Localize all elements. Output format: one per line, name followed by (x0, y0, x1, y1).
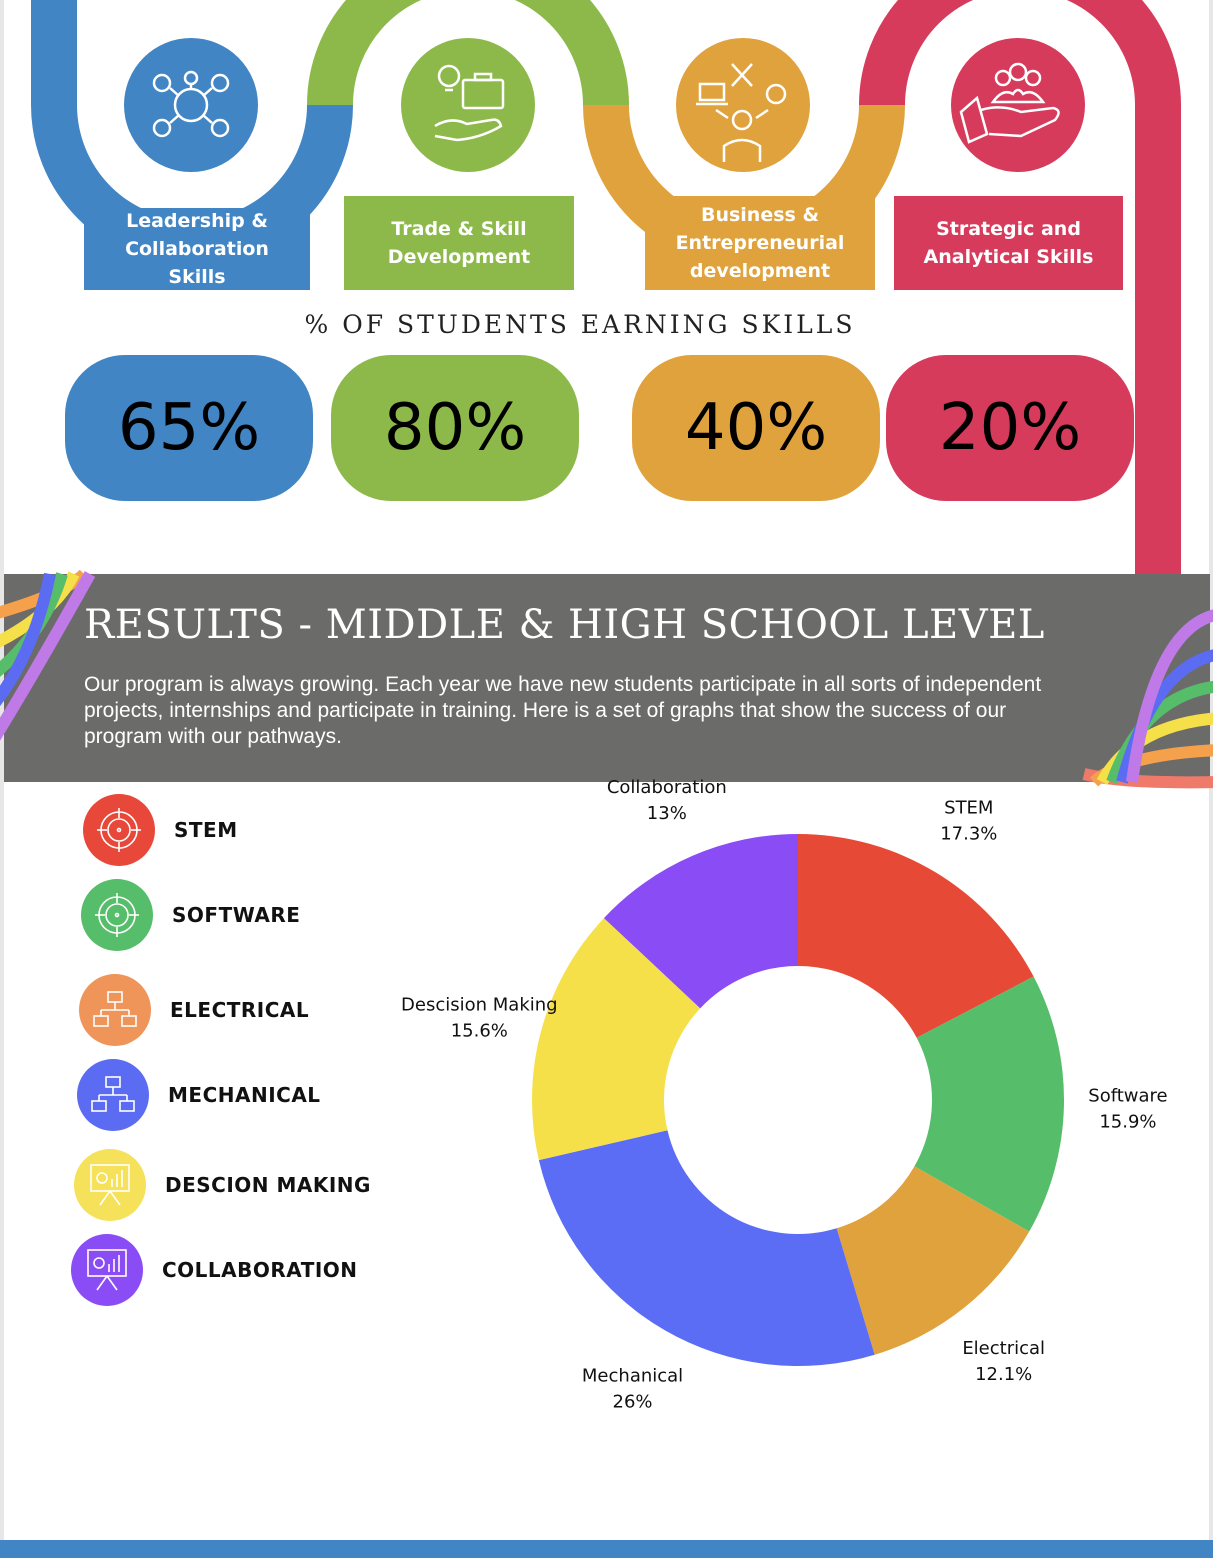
legend-item-stem (83, 793, 238, 867)
skill-label-line: Collaboration Skills (125, 238, 269, 288)
percent-pill-business: 40% (632, 355, 880, 501)
slice-value-label: 26% (612, 1391, 653, 1413)
pathway-donut-chart (401, 777, 1200, 1430)
legend-item-software (81, 878, 300, 952)
skill-label-strategic (894, 196, 1123, 290)
skill-label-line: Trade & Skill (391, 218, 527, 240)
target-icon (83, 794, 155, 866)
legend-label: COLLABORATION (162, 1258, 358, 1282)
slice-category-label: Descision Making (401, 994, 558, 1016)
skill-label-trade (344, 196, 574, 290)
slice-value-label: 12.1% (975, 1364, 1033, 1386)
skill-label-line: Analytical Skills (923, 246, 1094, 268)
donut-slice-mechanical (539, 1130, 875, 1366)
percent-pill-leadership: 65% (65, 355, 313, 501)
percent-pill-trade: 80% (331, 355, 579, 501)
legend-label: ELECTRICAL (170, 998, 310, 1022)
legend-label: MECHANICAL (168, 1083, 321, 1107)
legend-swatch (77, 1059, 149, 1131)
legend-item-mechanical (77, 1058, 321, 1132)
target-icon (81, 879, 153, 951)
skill-label-line: Strategic and (936, 218, 1081, 240)
legend-swatch (79, 974, 151, 1046)
slice-category-label: Collaboration (606, 777, 727, 799)
slice-category-label: STEM (944, 797, 994, 819)
business-icon-circle (676, 38, 810, 172)
skills-flow (0, 0, 1213, 580)
network-diagram-icon (77, 1059, 149, 1131)
legend-label: DESCION MAKING (165, 1173, 371, 1197)
slice-label (962, 1338, 1045, 1385)
skill-label-line: Business & (700, 204, 820, 226)
slice-label (582, 1366, 683, 1413)
slice-category-label: Electrical (962, 1338, 1046, 1360)
team-hand-icon (951, 38, 1085, 172)
footer-bar (0, 1540, 1213, 1558)
presentation-chart-icon (74, 1149, 146, 1221)
skill-label-line: development (689, 260, 831, 282)
legend-item-collaboration (71, 1233, 358, 1307)
leadership-icon-circle (124, 38, 258, 172)
skill-label-line: Entrepreneurial (675, 232, 845, 254)
slice-value-label: 17.3% (940, 823, 998, 845)
legend-item-decision-making (74, 1148, 371, 1222)
slice-value-label: 15.6% (450, 1020, 508, 1042)
skill-label-business (645, 196, 875, 290)
legend-swatch (83, 794, 155, 866)
slice-value-label: 13% (646, 803, 687, 825)
slice-label (940, 798, 997, 845)
slice-value-label: 15.9% (1099, 1111, 1157, 1133)
entrepreneur-icon (676, 38, 810, 172)
trade-icon-circle (401, 38, 535, 172)
results-banner (4, 574, 1210, 782)
network-diagram-icon (79, 974, 151, 1046)
legend-swatch (71, 1234, 143, 1306)
skill-label-leadership (84, 208, 310, 290)
legend-label: STEM (174, 818, 238, 842)
percent-pill-strategic: 20% (886, 355, 1134, 501)
skill-label-line: Development (387, 246, 531, 268)
skill-label-line: Leadership & (126, 210, 268, 232)
strategic-icon-circle (951, 38, 1085, 172)
results-title: RESULTS - MIDDLE & HIGH SCHOOL LEVEL (84, 602, 1045, 648)
presentation-chart-icon (71, 1234, 143, 1306)
results-description: Our program is always growing. Each year we have new students participate in all sorts of independent projects, internships and participate in training. Here is a set of graphs that show the success of our program with our pathways. (84, 673, 1042, 748)
slice-category-label: Software (1088, 1085, 1168, 1107)
slice-label (401, 994, 558, 1041)
slice-category-label: Mechanical (581, 1365, 684, 1387)
slice-label (1088, 1086, 1167, 1133)
idea-briefcase-icon (401, 38, 535, 172)
legend-item-electrical (79, 973, 309, 1047)
legend-swatch (74, 1149, 146, 1221)
percent-title: % OF STUDENTS EARNING SKILLS (304, 310, 856, 339)
legend-label: SOFTWARE (172, 903, 301, 927)
slice-label (607, 777, 727, 824)
network-icon (124, 38, 258, 172)
legend-swatch (81, 879, 153, 951)
